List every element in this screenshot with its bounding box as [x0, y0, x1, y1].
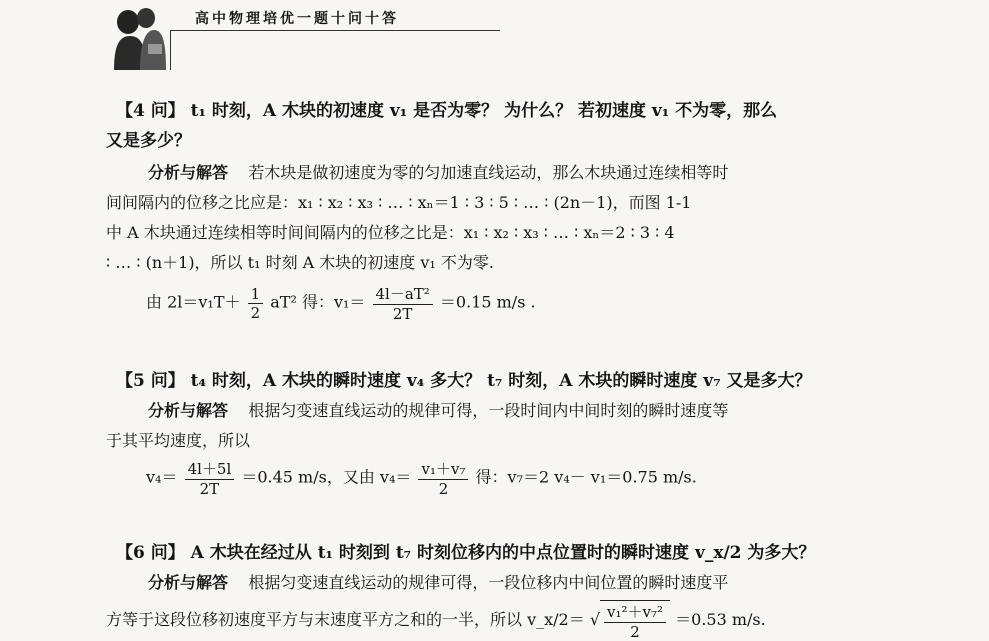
question-4-title-line2: 又是多少？: [106, 131, 191, 151]
equation-prefix: 由 2l＝v₁T＋: [146, 292, 241, 312]
question-4-body-line4: ∶ … ∶ (n＋1)，所以 t₁ 时刻 A 木块的初速度 v₁ 不为零.: [106, 253, 495, 272]
equation-result: ＝0.15 m/s .: [439, 292, 536, 312]
body-text: 根据匀变速直线运动的规律可得，一段位移内中间位置的瞬时速度平: [248, 573, 729, 592]
analysis-label: 分析与解答: [148, 163, 229, 182]
question-4-title-line1: 【4 问】 t₁ 时刻，A 木块的初速度 v₁ 是否为零？ 为什么？ 若初速度 v₁ 不为零，那么: [116, 101, 778, 121]
header-rule: [170, 30, 500, 31]
question-5-body-line2: 于其平均速度，所以: [106, 431, 251, 450]
question-5-title: 【5 问】 t₄ 时刻，A 木块的瞬时速度 v₄ 多大？ t₇ 时刻，A 木块的瞬时速度 v₇ 又是多大？: [116, 371, 812, 391]
header-rule-vertical: [170, 30, 171, 70]
equation-result: 得：v₇＝2 v₄－ v₁＝0.75 m/s.: [475, 467, 697, 487]
equation-middle: ＝0.45 m/s，又由 v₄＝: [241, 467, 412, 487]
question-6-title: 【6 问】 A 木块在经过从 t₁ 时刻到 t₇ 时刻位移内的中点位置时的瞬时速度 v_x/2 为多大？: [116, 543, 816, 563]
fraction-sqrt: $\frac{\text{v₁²＋v₇²}}{2}$: [604, 601, 666, 641]
question-4-body-line1: [148, 160, 728, 183]
question-4-equation: [146, 283, 536, 323]
equation-prefix: v₄＝: [146, 467, 178, 487]
analysis-label: 分析与解答: [148, 401, 229, 420]
equation-result: ＝0.53 m/s.: [675, 610, 766, 629]
header-title: 高中物理培优一题十问十答: [195, 11, 399, 27]
header-illustration: [106, 4, 168, 70]
fraction-half: $\frac{1}{2}$: [248, 285, 264, 322]
question-4-body-line3: 中 A 木块通过连续相等时间间隔内的位移之比是：x₁ ∶ x₂ ∶ x₃ ∶ … ∶ xₙ＝2 ∶ 3 ∶ 4: [106, 223, 675, 242]
question-4-body-line2: 间间隔内的位移之比应是：x₁ ∶ x₂ ∶ x₃ ∶ … ∶ xₙ＝1 ∶ 3 ∶ 5 ∶ … ∶ (2n－1)，而图 1-1: [106, 193, 692, 212]
question-5-body-line1: [148, 398, 728, 421]
fraction-v1: $\frac{\text{4l－aT²}}{2T}$: [373, 283, 433, 323]
sqrt-sign: √: [589, 610, 601, 629]
body-text: 若木块是做初速度为零的匀加速直线运动，那么木块通过连续相等时: [248, 163, 729, 182]
fraction-v4: $\frac{4l+5l}{2T}$: [185, 458, 235, 498]
body-text: 方等于这段位移初速度平方与末速度平方之和的一半，所以 v_x/2＝: [106, 610, 585, 629]
analysis-label: 分析与解答: [148, 573, 229, 592]
equation-middle: aT² 得：v₁＝: [270, 292, 366, 312]
fraction-average: $\frac{\text{v₁＋v₇}}{2}$: [418, 458, 468, 498]
body-text: 根据匀变速直线运动的规律可得，一段时间内中间时刻的瞬时速度等: [248, 401, 729, 420]
question-5-equation: [146, 458, 697, 498]
question-6-body-line1: [148, 570, 728, 593]
